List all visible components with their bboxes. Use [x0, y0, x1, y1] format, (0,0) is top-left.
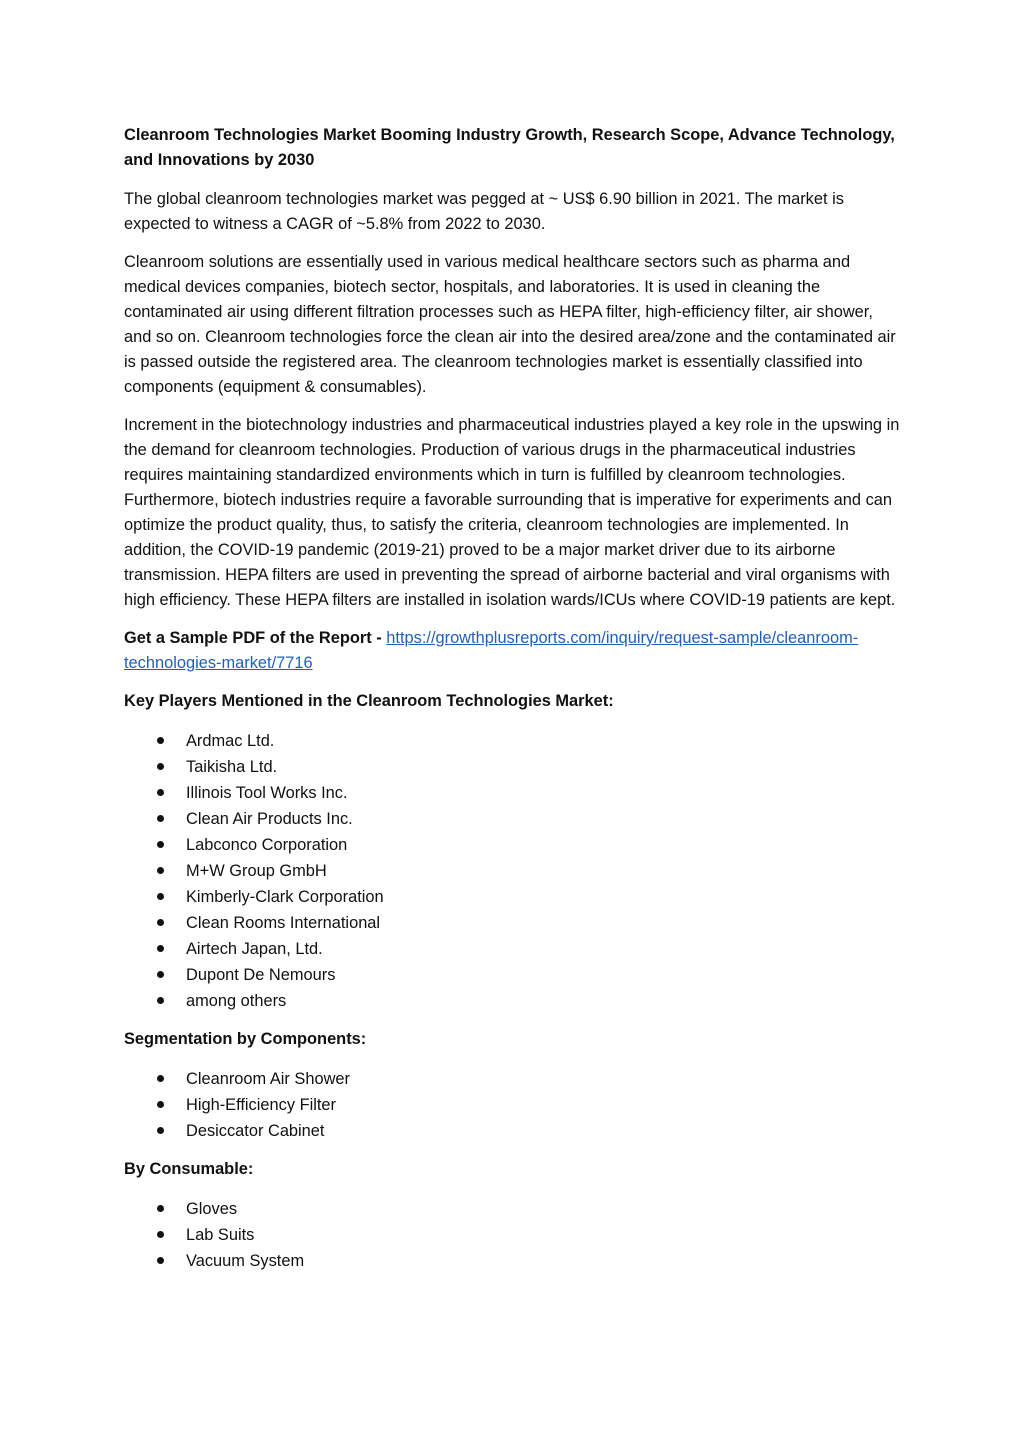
list-item — [124, 1066, 904, 1092]
list-item-label: Kimberly-Clark Corporation — [186, 888, 384, 906]
bullet-icon — [157, 1231, 164, 1238]
intro-paragraph: The global cleanroom technologies market was pegged at ~ US$ 6.90 billion in 2021. The market is expected to witness a CAGR of ~5.8% from 2022 to 2030. — [124, 190, 844, 233]
bullet-icon — [157, 1127, 164, 1134]
list-item-label: High-Efficiency Filter — [186, 1096, 336, 1114]
list-item-label: Gloves — [186, 1200, 238, 1218]
list-item — [124, 728, 904, 754]
key-players-list — [124, 728, 904, 1014]
bullet-icon — [157, 893, 164, 900]
sample-report-link[interactable]: https://growthplusreports.com/inquiry/request-sample/cleanroom-technologies-market/7716 — [124, 629, 859, 672]
list-item — [124, 1196, 904, 1222]
consumables-list — [124, 1196, 904, 1274]
components-heading: Segmentation by Components: — [124, 1030, 367, 1048]
list-item-label: Labconco Corporation — [186, 836, 348, 854]
list-item — [124, 1248, 904, 1274]
bullet-icon — [157, 815, 164, 822]
list-item-label: Clean Air Products Inc. — [186, 810, 353, 828]
bullet-icon — [157, 1205, 164, 1212]
sample-report-label: Get a Sample PDF of the Report - — [124, 629, 382, 647]
document-title: Cleanroom Technologies Market Booming Industry Growth, Research Scope, Advance Technology, and Innovations by 2030 — [124, 126, 895, 169]
list-item — [124, 1092, 904, 1118]
list-item — [124, 884, 904, 910]
bullet-icon — [157, 1101, 164, 1108]
key-players-heading: Key Players Mentioned in the Cleanroom Technologies Market: — [124, 692, 614, 710]
list-item-label: Desiccator Cabinet — [186, 1122, 325, 1140]
list-item — [124, 1118, 904, 1144]
components-list — [124, 1066, 904, 1144]
list-item-label: Dupont De Nemours — [186, 966, 336, 984]
list-item-label: Airtech Japan, Ltd. — [186, 940, 323, 958]
consumables-heading: By Consumable: — [124, 1160, 254, 1178]
list-item — [124, 832, 904, 858]
list-item — [124, 988, 904, 1014]
bullet-icon — [157, 1075, 164, 1082]
list-item — [124, 858, 904, 884]
list-item-label: Taikisha Ltd. — [186, 758, 278, 776]
bullet-icon — [157, 945, 164, 952]
list-item-label: Clean Rooms International — [186, 914, 381, 932]
list-item-label: M+W Group GmbH — [186, 862, 327, 880]
sample-report-line — [124, 626, 904, 676]
bullet-icon — [157, 763, 164, 770]
list-item — [124, 780, 904, 806]
drivers-paragraph: Increment in the biotechnology industries and pharmaceutical industries played a key role in the upswing in the demand for cleanroom technologies. Production of various drugs in the pharmaceutical industries requires maintaining standardized environments which in turn is fulfilled by cleanroom technologies. Furthermore, biotech industries require a favorable surrounding that is imperative for experiments and can optimize the product quality, thus, to satisfy the criteria, cleanroom technologies are implemented. In addition, the COVID-19 pandemic (2019-21) proved to be a major market driver due to its airborne transmission. HEPA filters are used in preventing the spread of airborne bacterial and viral organisms with high efficiency. These HEPA filters are installed in isolation wards/ICUs where COVID-19 patients are kept. — [124, 416, 900, 609]
document-body — [124, 123, 904, 1287]
list-item-label: Illinois Tool Works Inc. — [186, 784, 348, 802]
list-item-label: among others — [186, 992, 287, 1010]
bullet-icon — [157, 919, 164, 926]
bullet-icon — [157, 789, 164, 796]
bullet-icon — [157, 737, 164, 744]
bullet-icon — [157, 867, 164, 874]
list-item — [124, 806, 904, 832]
list-item — [124, 962, 904, 988]
list-item-label: Ardmac Ltd. — [186, 732, 275, 750]
list-item-label: Lab Suits — [186, 1226, 255, 1244]
list-item — [124, 936, 904, 962]
bullet-icon — [157, 841, 164, 848]
list-item — [124, 1222, 904, 1248]
solutions-paragraph: Cleanroom solutions are essentially used in various medical healthcare sectors such as pharma and medical devices companies, biotech sector, hospitals, and laboratories. It is used in cleaning the contaminated air using different filtration processes such as HEPA filter, high-efficiency filter, air shower, and so on. Cleanroom technologies force the clean air into the desired area/zone and the contaminated air is passed outside the registered area. The cleanroom technologies market is essentially classified into components (equipment & consumables). — [124, 253, 896, 396]
list-item-label: Vacuum System — [186, 1252, 305, 1270]
list-item — [124, 754, 904, 780]
list-item-label: Cleanroom Air Shower — [186, 1070, 350, 1088]
list-item — [124, 910, 904, 936]
bullet-icon — [157, 971, 164, 978]
bullet-icon — [157, 1257, 164, 1264]
bullet-icon — [157, 997, 164, 1004]
